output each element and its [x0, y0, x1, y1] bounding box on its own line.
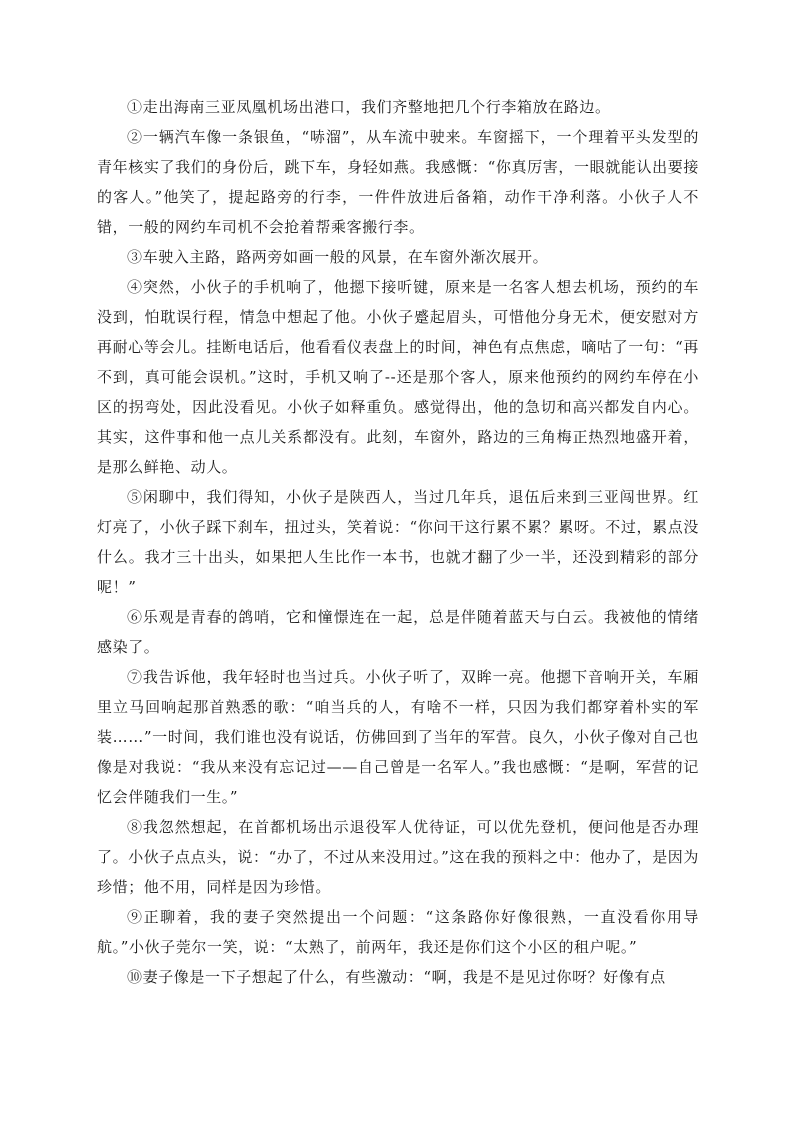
paragraph-8: ⑧我忽然想起，在首都机场出示退役军人优待证，可以优先登机，便问他是否办理了。小伙子点点头，说：“办了，不过从来没用过。”这在我的预料之中：他办了，是因为珍惜；他不用，同样是因为珍惜。	[97, 818, 699, 896]
paragraph-9: ⑨正聊着，我的妻子突然提出一个问题：“这条路你好像很熟，一直没看你用导航。”小伙子莞尔一笑，说：“太熟了，前两年，我还是你们这个小区的租户呢。”	[97, 908, 699, 956]
paragraph-7: ⑦我告诉他，我年轻时也当过兵。小伙子听了，双眸一亮。他摁下音响开关，车厢里立马回响起那首熟悉的歌：“咱当兵的人，有啥不一样，只因为我们都穿着朴实的军装……”一时间，我们谁也没有说话，仿佛回到了当年的军营。良久，小伙子像对自己也像是对我说：“我从来没有忘记过——自己曾是一名军人。”我也感慨：“是啊，军营的记忆会伴随我们一生。”	[97, 668, 699, 806]
paragraph-2: ②一辆汽车像一条银鱼，“哧溜”，从车流中驶来。车窗摇下，一个理着平头发型的青年核实了我们的身份后，跳下车，身轻如燕。我感慨：“你真厉害，一眼就能认出要接的客人。”他笑了，提起路旁的行李，一件件放进后备箱，动作干净利落。小伙子人不错，一般的网约车司机不会抢着帮乘客搬行李。	[97, 128, 699, 236]
paragraph-1: ①走出海南三亚凤凰机场出港口，我们齐整地把几个行李箱放在路边。	[127, 98, 611, 116]
paragraph-4: ④突然，小伙子的手机响了，他摁下接听键，原来是一名客人想去机场，预约的车没到，怕耽误行程，情急中想起了他。小伙子蹙起眉头，可惜他分身无术，便安慰对方再耐心等会儿。挂断电话后，他看看仪表盘上的时间，神色有点焦虑，嘀咕了一句：“再不到，真可能会误机。”这时，手机又响了--还是那个客人，原来他预约的网约车停在小区的拐弯处，因此没看见。小伙子如释重负。感觉得出，他的急切和高兴都发自内心。其实，这件事和他一点儿关系都没有。此刻，车窗外，路边的三角梅正热烈地盛开着，是那么鲜艳、动人。	[97, 278, 699, 476]
paragraph-5: ⑤闲聊中，我们得知，小伙子是陕西人，当过几年兵，退伍后来到三亚闯世界。红灯亮了，小伙子踩下刹车，扭过头，笑着说：“你问干这行累不累？累呀。不过，累点没什么。我才三十出头，如果把人生比作一本书，也就才翻了少一半，还没到精彩的部分呢！”	[97, 488, 699, 596]
article-body	[97, 92, 699, 992]
paragraph-6: ⑥乐观是青春的鸽哨，它和憧憬连在一起，总是伴随着蓝天与白云。我被他的情绪感染了。	[97, 608, 699, 656]
paragraph-10: ⑩妻子像是一下子想起了什么，有些激动：“啊，我是不是见过你呀？好像有点	[127, 968, 666, 986]
paragraph-3: ③车驶入主路，路两旁如画一般的风景，在车窗外渐次展开。	[127, 248, 549, 266]
